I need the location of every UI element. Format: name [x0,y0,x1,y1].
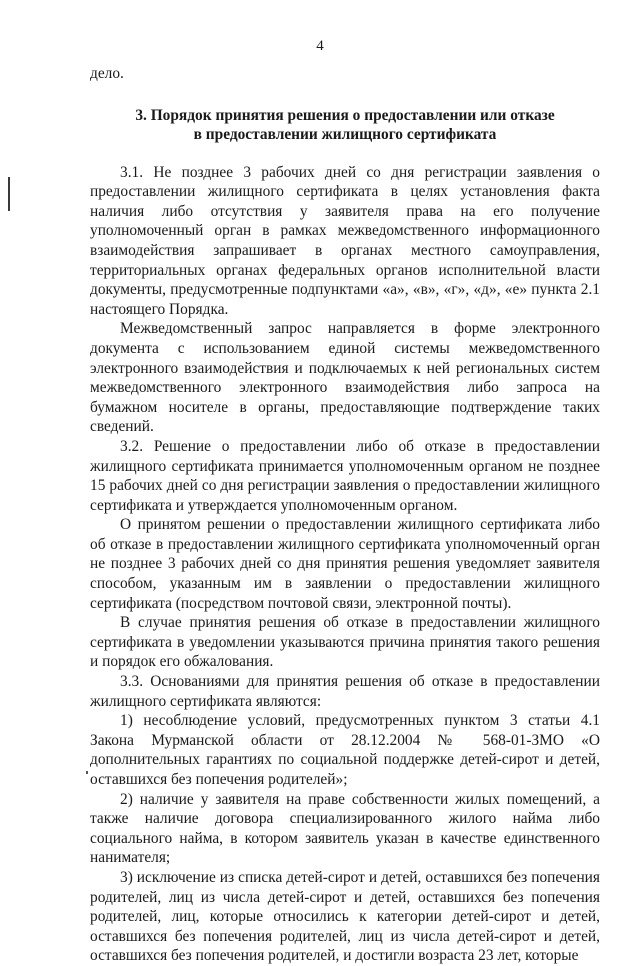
margin-mark [8,177,10,211]
list-item-1: 1) несоблюдение условий, предусмотренных пунктом 3 статьи 4.1 Закона Мурманской области от 28.12.2004 № 568-01-ЗМО «О дополнительных гарантиях по социальной поддержке детей-сирот и детей, оставшихся без попечения родителей»; [90,712,600,788]
paragraph-refusal-notice: В случае принятия решения об отказе в предоставлении жилищного сертификата в уведомлении указываются причина принятия такого решения и порядок его обжалования. [90,614,600,671]
paragraph-3-2: 3.2. Решение о предоставлении либо об отказе в предоставлении жилищного сертификата принимается уполномоченным органом не позднее 15 рабочих дней со дня регистрации заявления о предоставлении жилищного сертификата и утверждается уполномоченным органом. [90,437,600,514]
scan-speck [86,771,88,774]
paragraph-3-1: 3.1. Не позднее 3 рабочих дней со дня регистрации заявления о предоставлении жилищного сертификата в целях установления факта наличия либо отсутствия у заявителя права на его получение уполномоченный орган в рамках межведомственного информационного взаимодействия запрашивает в органах местного самоуправления, территориальных органах федеральных органов исполнительной власти документы, предусмотренные подпунктами «а», «в», «г», «д», «е» пункта 2.1 настоящего Порядка. [90,163,600,318]
list-item-3: 3) исключение из списка детей-сирот и детей, оставшихся без попечения родителей, лиц из числа детей-сирот и детей, оставшихся без попечения родителей, лиц, которые относились к категории детей-сирот и детей, оставшихся без попечения родителей, лиц из числа детей-сирот и детей, оставшихся без попечения родителей, и достигли возраста 23 лет, которые [90,868,600,965]
document-body [90,64,600,966]
section-heading-line-1: 3. Порядок принятия решения о предоставлении или отказе [135,106,555,124]
list-item-2: 2) наличие у заявителя на праве собственности жилых помещений, а также наличие договора специализированного жилого найма либо социального найма, в котором заявитель указан в качестве единственного нанимателя; [90,790,600,867]
section-heading-line-2: в предоставлении жилищного сертификата [193,125,497,143]
continuation-text: дело. [90,65,124,82]
paragraph-decision-notice: О принятом решении о предоставлении жилищного сертификата либо об отказе в предоставлении жилищного сертификата уполномоченный орган не позднее 3 рабочих дней со дня принятия решения уведомляет заявителя способом, указанным им в заявлении о предоставлении жилищного сертификата (посредством почтовой связи, электронной почты). [90,516,600,612]
paragraph-3-3: 3.3. Основаниями для принятия решения об отказе в предоставлении жилищного сертификата являются: [90,673,600,710]
paragraph-interagency-request: Межведомственный запрос направляется в форме электронного документа с использованием единой системы межведомственного электронного взаимодействия и подключаемых к ней региональных систем межведомственного электронного взаимодействия либо запроса на бумажном носителе в органы, предоставляющие подтверждение таких сведений. [90,320,600,436]
page-number: 4 [316,38,324,54]
section-heading [90,106,600,144]
